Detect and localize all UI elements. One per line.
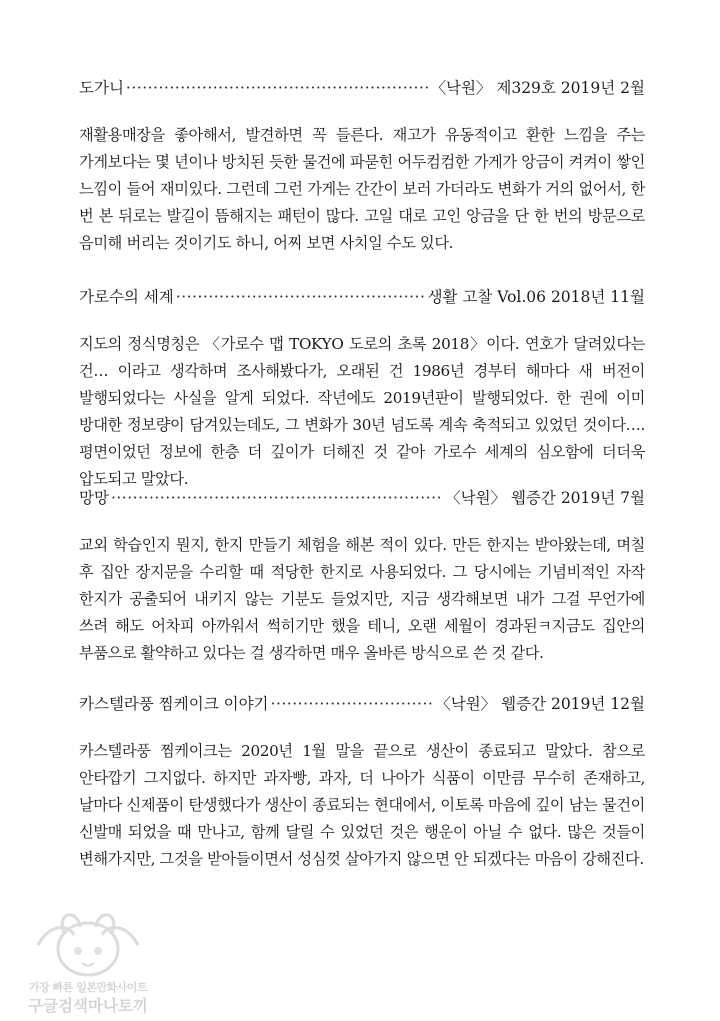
essay-entry-street-trees xyxy=(79,285,645,508)
leader-dots xyxy=(126,76,429,100)
entry-title: 도가니 xyxy=(79,79,124,97)
site-watermark xyxy=(8,905,168,1017)
essay-entry-castella-cake xyxy=(79,692,645,888)
watermark-line-2: 구글검색마나토끼 xyxy=(28,997,148,1015)
entry-body: 지도의 정식명칭은 〈가로수 맵 TOKYO 도로의 초록 2018〉이다. 연호가 달려있다는 건… 이라고 생각하며 조사해봤다가, 오래된 건 1986년 경부터 해마다 새 버전이 발행되었다는 사실을 알게 되었다. 작년에도 2019년판이 발행되었다. 한 권에 이미 방대한 정보량이 담겨있는데도, 그 변화가 30년 넘도록 계속 축적되고 있었던 것이다…. 평면이었던 정보에 한층 더 깊이가 더해진 것 같아 가로수 세계의 심오함에 더더욱 압도되고 말았다. xyxy=(79,335,645,488)
entry-source: 〈낙원〉 웹증간 2019년 12월 xyxy=(435,695,645,713)
mascot-logo-icon xyxy=(8,905,168,985)
entry-title: 망망 xyxy=(79,489,109,507)
leader-dots xyxy=(176,285,426,309)
entry-body: 카스텔라풍 찜케이크는 2020년 1월 말을 끝으로 생산이 종료되고 말았다. 참으로 안타깝기 그지없다. 하지만 과자빵, 과자, 더 나아가 식품이 이만큼 무수히 존재하고, 날마다 신제품이 탄생했다가 생산이 종료되는 현대에서, 이토록 마음에 깊이 남는 물건이 신발매 되었을 때 만나고, 함께 달릴 수 있었던 것은 행운이 아닐 수 없다. 많은 것들이 변해가지만, 그것을 받아들이면서 성심껏 살아가지 않으면 안 되겠다는 마음이 강해진다. xyxy=(79,742,645,868)
entry-source: 생활 고찰 Vol.06 2018년 11월 xyxy=(427,288,645,306)
entry-heading xyxy=(79,692,645,716)
entry-heading xyxy=(79,285,645,309)
entry-source: 〈낙원〉 웹증간 2019년 7월 xyxy=(445,489,645,507)
entry-heading xyxy=(79,486,645,510)
leader-dots xyxy=(111,486,443,510)
leader-dots xyxy=(271,692,434,716)
entry-body: 재활용매장을 좋아해서, 발견하면 꼭 들른다. 재고가 유동적이고 환한 느낌을 주는 가게보다는 몇 년이나 방치된 듯한 물건에 파묻힌 어두컴컴한 가게가 앙금이 켜켜이 쌓인 느낌이 들어 재미있다. 그런데 그런 가게는 간간이 보러 가더라도 변화가 거의 없어서, 한 번 본 뒤로는 발길이 뜸해지는 패턴이 많다. 고일 대로 고인 앙금을 단 한 번의 방문으로 음미해 버리는 것이기도 하니, 어찌 보면 사치일 수도 있다. xyxy=(79,126,645,252)
entry-title: 카스텔라풍 찜케이크 이야기 xyxy=(79,695,269,713)
watermark-line-1: 가장 빠른 일본만화사이트 xyxy=(28,981,148,994)
entry-heading xyxy=(79,76,645,100)
essay-entry-dogani xyxy=(79,76,645,272)
entry-title: 가로수의 세계 xyxy=(79,288,174,306)
entry-source: 〈낙원〉 제329호 2019년 2월 xyxy=(430,79,645,97)
entry-body: 교외 학습인지 뭔지, 한지 만들기 체험을 해본 적이 있다. 만든 한지는 받아왔는데, 며칠 후 집안 장지문을 수리할 때 적당한 한지로 사용되었다. 그 당시에는 기념비적인 자작 한지가 공출되어 내키지 않는 기분도 들었지만, 지금 생각해보면 내가 그걸 무언가에 쓰려 해도 어차피 아까워서 썩히기만 했을 테니, 오랜 세월이 경과된ㅋ지금도 집안의 부품으로 활약하고 있다는 걸 생각하면 매우 올바른 방식으로 쓴 것 같다. xyxy=(79,536,645,662)
essay-entry-mangmang xyxy=(79,486,645,682)
